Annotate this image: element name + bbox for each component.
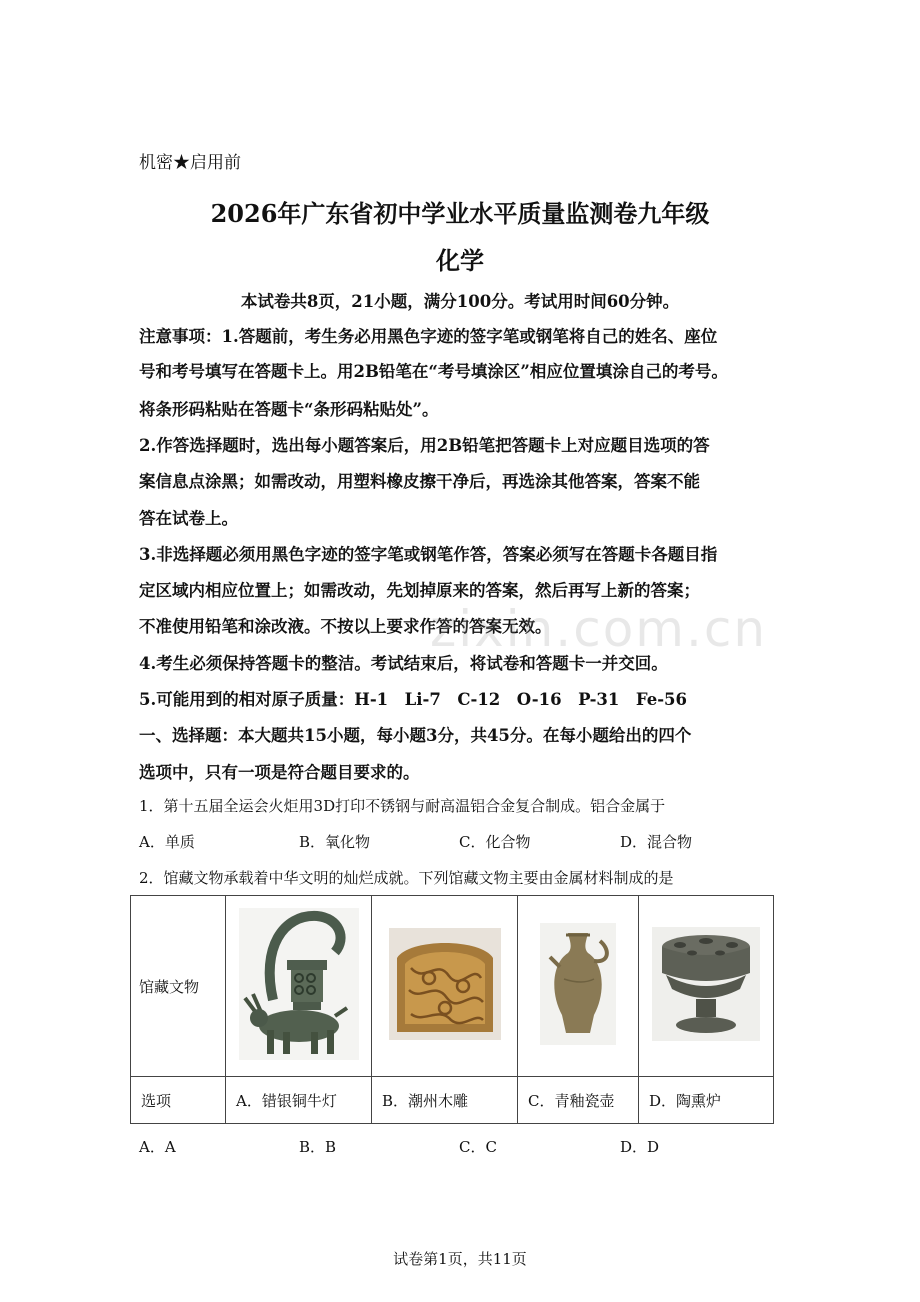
- notice-line: 不准使用铅笔和涂改液。不按以上要求作答的答案无效。: [139, 617, 552, 636]
- relic-image-b: [372, 896, 518, 1077]
- q1-option-c[interactable]: C．化合物: [459, 833, 531, 851]
- notice-line: 5.可能用到的相对原子质量：H-1 Li-7 C-12 O-16 P-31 Fe-56: [139, 690, 688, 709]
- section-heading: 选项中，只有一项是符合题目要求的。: [139, 763, 420, 782]
- notice-line: 号和考号填写在答题卡上。用2B铅笔在“考号填涂区”相应位置填涂自己的考号。: [139, 362, 728, 381]
- question-1-stem: 1．第十五届全运会火炬用3D打印不锈钢与耐高温铝合金复合制成。铝合金属于: [139, 797, 666, 815]
- question-2-stem: 2．馆藏文物承载着中华文明的灿烂成就。下列馆藏文物主要由金属材料制成的是: [139, 869, 674, 887]
- notice-line: 注意事项：1.答题前，考生务必用黑色字迹的签字笔或钢笔将自己的姓名、座位: [139, 327, 718, 346]
- watermark: zixin.com.cn: [430, 600, 768, 658]
- q1-option-b[interactable]: B．氧化物: [299, 833, 371, 851]
- q2-option-d[interactable]: D．D: [620, 1138, 660, 1156]
- confidential-label: 机密★启用前: [139, 153, 241, 173]
- relics-table: [130, 895, 774, 1124]
- q1-option-d[interactable]: D．混合物: [620, 833, 693, 851]
- exam-title: 2026年广东省初中学业水平质量监测卷九年级: [210, 199, 710, 228]
- page-footer: 试卷第1页，共11页: [393, 1250, 527, 1268]
- relic-image-c: [518, 896, 639, 1077]
- options-row-label: 选项: [131, 1077, 226, 1124]
- subject-title: 化学: [436, 246, 484, 275]
- notice-line: 3.非选择题必须用黑色字迹的签字笔或钢笔作答，答案必须写在答题卡各题目指: [139, 545, 718, 564]
- chaozhou-wood-carving-image: [389, 928, 501, 1040]
- relic-label-b: B．潮州木雕: [372, 1077, 518, 1124]
- notice-line: 答在试卷上。: [139, 509, 238, 528]
- relic-label-a: A．错银铜牛灯: [226, 1077, 372, 1124]
- section-heading: 一、选择题：本大题共15小题，每小题3分，共45分。在每小题给出的四个: [139, 726, 692, 745]
- q2-option-a[interactable]: A．A: [139, 1138, 176, 1156]
- notice-line: 将条形码粘贴在答题卡“条形码粘贴处”。: [139, 400, 439, 419]
- q2-option-b[interactable]: B．B: [299, 1138, 337, 1156]
- relics-row-label: 馆藏文物: [131, 896, 226, 1077]
- celadon-ewer-image: [540, 923, 616, 1045]
- notice-line: 2.作答选择题时，选出每小题答案后，用2B铅笔把答题卡上对应题目选项的答: [139, 436, 710, 455]
- relic-image-d: [639, 896, 774, 1077]
- bronze-ox-lamp-image: [239, 908, 359, 1060]
- q2-option-c[interactable]: C．C: [459, 1138, 497, 1156]
- exam-info: 本试卷共8页，21小题，满分100分。考试用时间60分钟。: [240, 292, 680, 311]
- q1-option-a[interactable]: A．单质: [139, 833, 195, 851]
- pottery-incense-burner-image: [652, 927, 760, 1041]
- notice-line: 案信息点涂黑；如需改动，用塑料橡皮擦干净后，再选涂其他答案，答案不能: [139, 472, 700, 491]
- relic-image-a: [226, 896, 372, 1077]
- relic-label-d: D．陶熏炉: [639, 1077, 774, 1124]
- notice-line: 定区域内相应位置上；如需改动，先划掉原来的答案，然后再写上新的答案；: [139, 581, 700, 600]
- notice-line: 4.考生必须保持答题卡的整洁。考试结束后，将试卷和答题卡一并交回。: [139, 654, 668, 673]
- relic-label-c: C．青釉瓷壶: [518, 1077, 639, 1124]
